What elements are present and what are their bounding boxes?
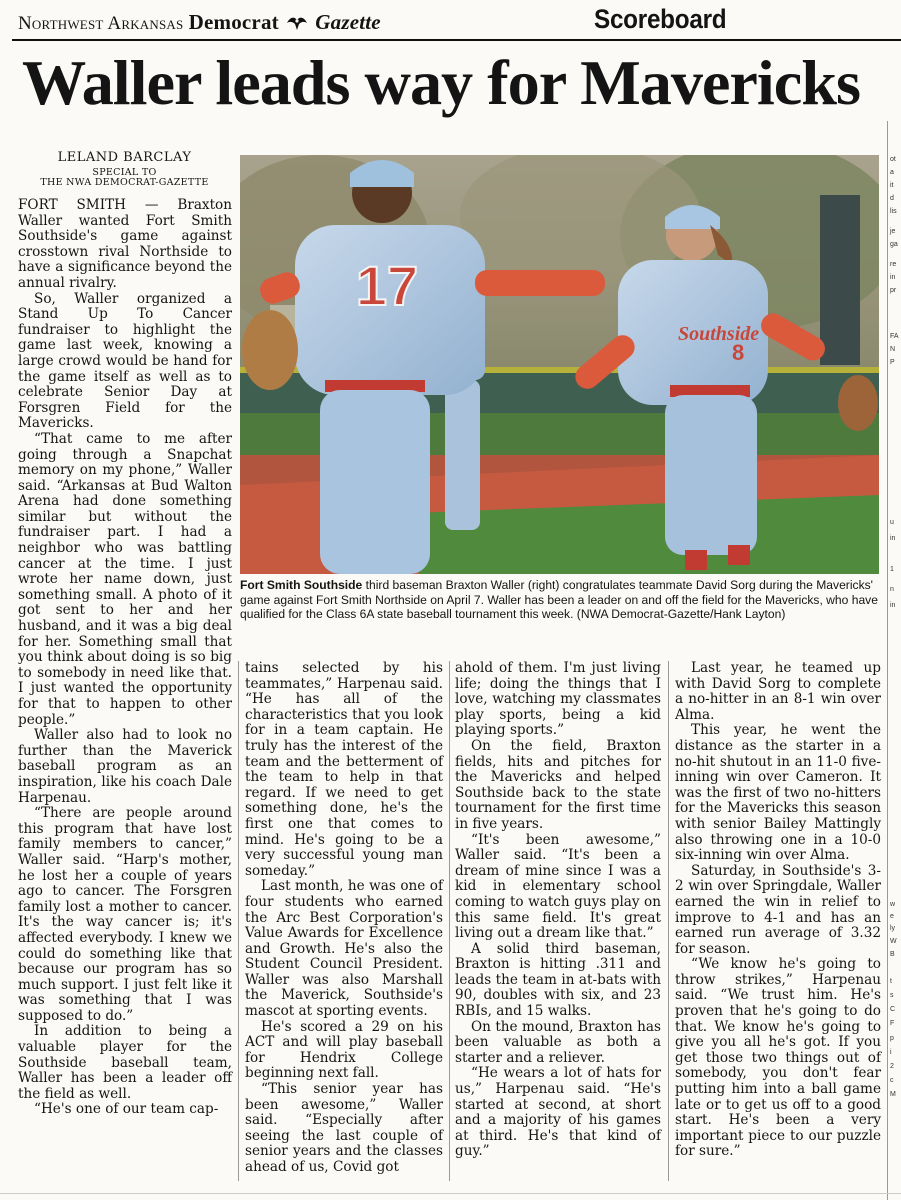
paragraph: On the mound, Braxton has been valuable as both a starter and a reliever.: [455, 1018, 661, 1066]
paragraph: A solid third baseman, Braxton is hitting .311 and leads the team in at-bats with 90, doubles with six, and 23 RBIs, and 15 walks.: [455, 940, 661, 1020]
caption-text: third baseman Braxton Waller (right) congratulates teammate David Sorg during the Mavericks' game against Fort Smith Northside on April 7. Waller has been a leader on and off the field for the Mavericks, who have qualified for the Class 6A state baseball tournament this week. (NWA Democrat-Gazette/Hank Layton): [240, 578, 878, 622]
paragraph: “We know he's going to throw strikes,” Harpenau said. “We trust him. He's proven that he's going to do that. We know he's going to give you all he's got. If you get those two things out of somebody, you don't fear putting him into a ball game late or to get us off to a good start. He's been a very important piece to our puzzle for sure.”: [675, 956, 881, 1160]
paragraph: This year, he went the distance as the starter in a no-hit shutout in an 11-0 five-inning win over Cameron. It was the first of two no-hitters for the Mavericks this season with senior Bailey Mattingly also throwing one in a 10-0 six-inning win over Alma.: [675, 722, 881, 864]
paragraph: So, Waller organized a Stand Up To Cancer fundraiser to highlight the game last week, knowing a large crowd would be hand for the game itself as well as to celebrate Senior Day at Forsgren Field for the Mavericks.: [18, 290, 232, 432]
adjacent-text-fragment: p: [890, 1035, 894, 1042]
adjacent-text-fragment: in: [890, 602, 896, 609]
adjacent-text-fragment: it: [890, 182, 894, 189]
adjacent-text-fragment: lis: [890, 208, 897, 215]
byline-special: SPECIAL TO: [92, 166, 157, 178]
article-column-1: [18, 198, 232, 1118]
byline: [22, 151, 227, 188]
adjacent-text-fragment: P: [890, 359, 895, 366]
paragraph: “He's one of our team cap-: [34, 1101, 219, 1118]
adjacent-text-fragment: 1: [890, 566, 894, 573]
adjacent-text-fragment: n: [890, 586, 894, 593]
newspaper-nameplate: [18, 10, 381, 35]
column-divider: [238, 661, 239, 1181]
jersey-number-right: 8: [732, 340, 745, 365]
paragraph: Last month, he was one of four students who earned the Arc Best Corporation's Value Awards for Excellence and Growth. He's also the Student Council President. Waller was also Marshall the Maverick, Southside's mascot at sporting events.: [245, 878, 443, 1020]
paragraph: “It's been awesome,” Waller said. “It's been a dream of mine since I was a kid in elementary school coming to watch guys play on this same field. It's great living out a dream like that.”: [455, 831, 661, 942]
photo-caption: [240, 578, 880, 622]
headline: Waller leads way for Mavericks: [22, 48, 860, 118]
paragraph: “This senior year has been awesome,” Waller said. “Especially after seeing the last couple of senior years and the classes ahead of us, Covid got: [245, 1081, 443, 1175]
adjacent-text-fragment: FA: [890, 333, 899, 340]
paragraph: Last year, he teamed up with David Sorg to complete a no-hitter in an 8-1 win over Alma.: [675, 660, 881, 723]
adjacent-text-fragment: W: [890, 938, 897, 945]
eagle-emblem-icon: [286, 14, 308, 32]
baseball-photo: [240, 155, 879, 574]
article-column-4: [675, 661, 881, 1160]
paragraph: He's scored a 29 on his ACT and will play baseball for Hendrix College beginning next fall.: [245, 1018, 443, 1082]
paragraph: ahold of them. I'm just living life; doing the things that I love, watching my classmates play sports, being a kid playing sports.”: [455, 660, 661, 739]
adjacent-text-fragment: 2: [890, 1063, 894, 1070]
column-divider: [887, 121, 888, 1200]
jersey-number-left: 17: [355, 254, 419, 317]
adjacent-text-fragment: ot: [890, 156, 896, 163]
section-title: Scoreboard: [594, 4, 727, 34]
paragraph: On the field, Braxton fields, hits and pitches for the Mavericks and helped Southside back to the state tournament for the first time in five years.: [455, 737, 661, 832]
byline-author: LELAND BARCLAY: [57, 150, 192, 165]
adjacent-text-fragment: in: [890, 274, 896, 281]
adjacent-text-fragment: a: [890, 169, 894, 176]
paragraph: “There are people around this program that have lost family members to cancer,” Waller said. “Harp's mother, he lost her a couple of years ago to cancer. The Forsgren family lost a mother to cancer. It's the way cancer is; it's affected everybody. I knew we could do something like that because our program has so much support. I just felt like it was something that I was supposed to do.”: [18, 805, 232, 1024]
adjacent-text-fragment: d: [890, 195, 894, 202]
adjacent-text-fragment: F: [890, 1020, 895, 1027]
adjacent-text-fragment: je: [890, 228, 896, 235]
paragraph: “He wears a lot of hats for us,” Harpenau said. “He's started at second, at short and a majority of his games at third. He's that kind of guy.”: [455, 1065, 661, 1160]
caption-lead: Fort Smith Southside: [240, 578, 363, 592]
column-divider: [449, 661, 450, 1181]
nameplate-gazette: Gazette: [315, 10, 381, 34]
article-column-3: [455, 661, 661, 1160]
adjacent-text-fragment: re: [890, 261, 897, 268]
adjacent-text-fragment: i: [890, 1049, 892, 1056]
adjacent-text-fragment: C: [890, 1006, 896, 1013]
adjacent-text-fragment: e: [890, 913, 894, 920]
adjacent-text-fragment: w: [890, 901, 896, 908]
nameplate-democrat: Democrat: [188, 10, 279, 34]
adjacent-text-fragment: t: [890, 978, 892, 985]
adjacent-text-fragment: pr: [890, 287, 897, 294]
article-column-2: [245, 661, 443, 1176]
adjacent-text-fragment: ga: [890, 241, 898, 248]
masthead-rule: [12, 39, 901, 41]
paragraph: Waller also had to look no further than the Maverick baseball program as an inspiration, like his coach Dale Harpenau.: [18, 727, 232, 806]
adjacent-text-fragment: B: [890, 951, 895, 958]
adjacent-text-fragment: c: [890, 1077, 894, 1084]
adjacent-text-fragment: s: [890, 992, 894, 999]
adjacent-text-fragment: u: [890, 519, 894, 526]
page-edge: [0, 1193, 901, 1194]
adjacent-text-fragment: in: [890, 535, 896, 542]
masthead: [12, 2, 888, 40]
paragraph: In addition to being a valuable player for the Southside baseball team, Waller has been a leader off the field as well.: [18, 1023, 232, 1102]
byline-organization: THE NWA DEMOCRAT-GAZETTE: [40, 176, 209, 188]
jersey-team-script: Southside: [678, 323, 760, 345]
adjacent-text-fragment: N: [890, 346, 896, 353]
adjacent-text-fragment: M: [890, 1091, 896, 1098]
paragraph: “That came to me after going through a Snapchat memory on my phone,” Waller said. “Arkansas at Bud Walton Arena had done something similar but without the fundraiser part. I had a neighbor who was battling cancer at the time. I just wrote her name down, just something small. A photo of it got sent to her and her husband, and it was a big deal for her. Something small that you think about doing is so big to somebody in need like that. I just wanted the opportunity for that to happen to other people.”: [18, 430, 232, 728]
adjacent-column-strip: [886, 41, 901, 1200]
paragraph: FORT SMITH — Braxton Waller wanted Fort Smith Southside's game against crosstown rival Northside to have a significance beyond the annual rivalry.: [18, 197, 232, 291]
paragraph: Saturday, in Southside's 3-2 win over Springdale, Waller earned the win in relief to improve to 4-1 and has an earned run average of 3.32 for season.: [675, 862, 881, 957]
paragraph: tains selected by his teammates,” Harpenau said. “He has all of the characteristics that you look for in a team captain. He truly has the interest of the team and the betterment of the team to help in that regard. If we need to get something done, he's the first one that comes to mind. He's going to be a very successful young man someday.”: [245, 660, 443, 879]
adjacent-text-fragment: ly: [890, 925, 896, 932]
column-divider: [668, 661, 669, 1181]
nameplate-region: Northwest Arkansas: [18, 13, 184, 34]
